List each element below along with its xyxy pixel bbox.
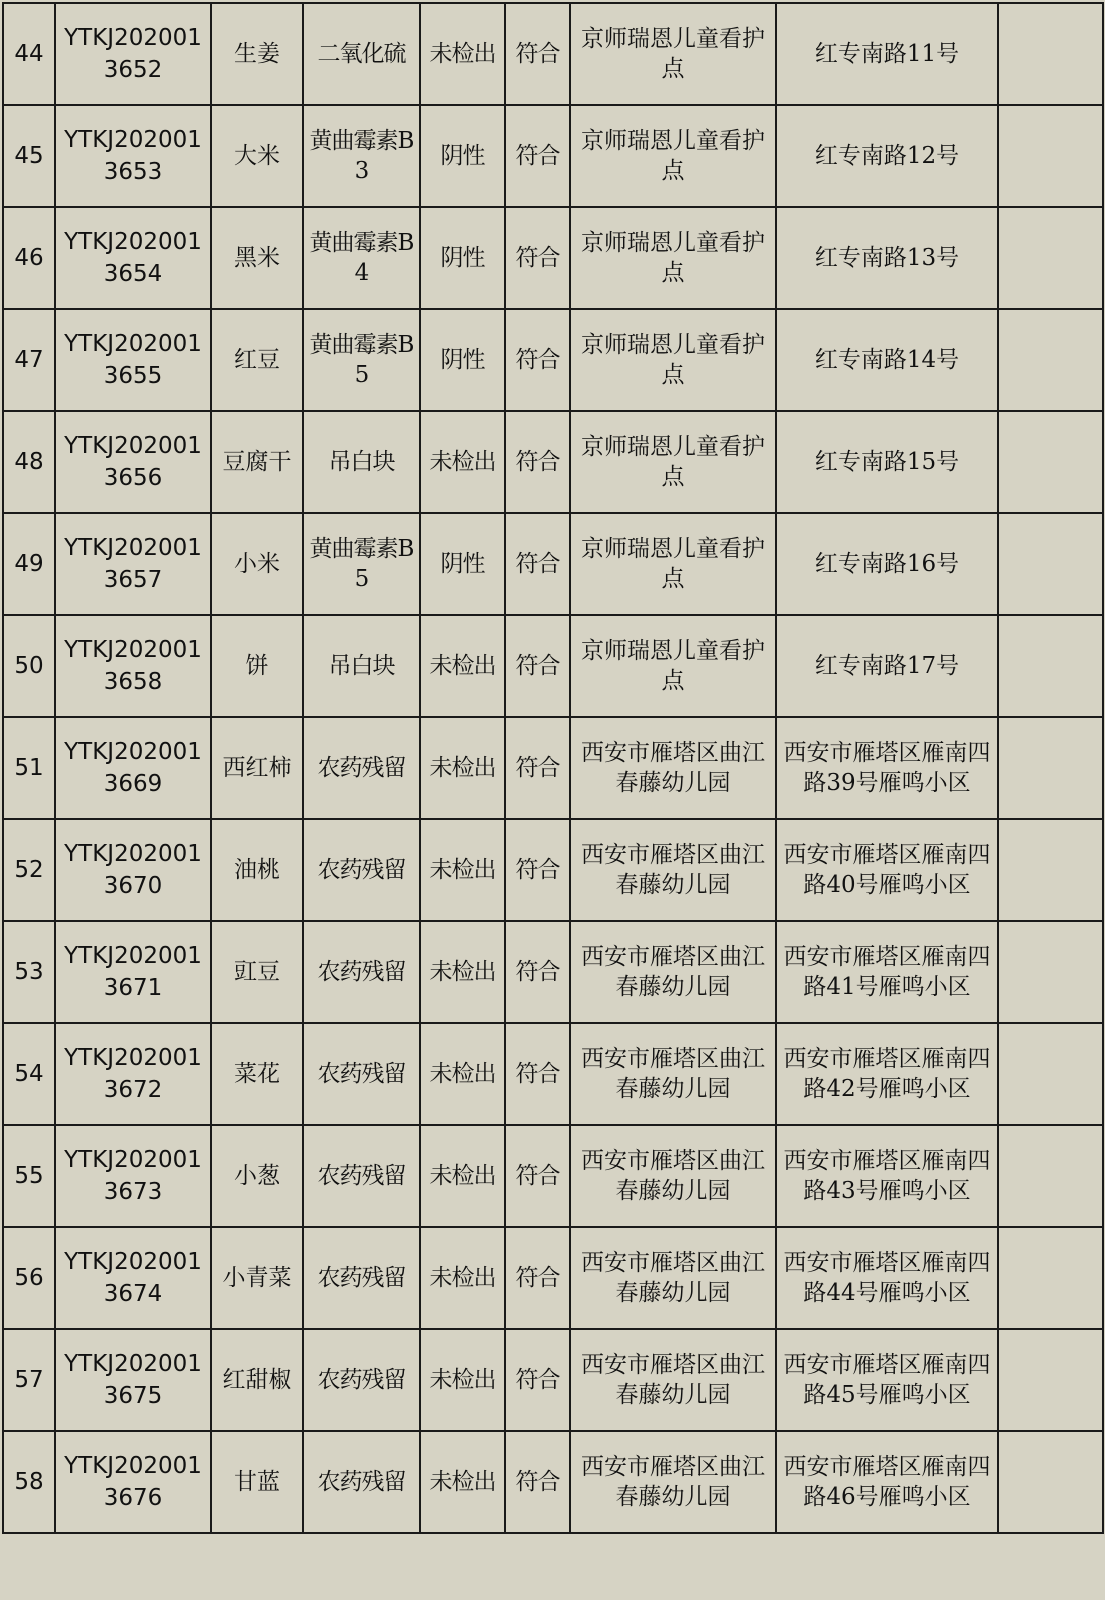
verdict-cell: 符合: [505, 309, 570, 411]
sample-name-cell: 黑米: [211, 207, 303, 309]
verdict-cell: 符合: [505, 411, 570, 513]
sampled-unit-cell: 京师瑞恩儿童看护点: [570, 207, 776, 309]
test-result-cell: 未检出: [420, 3, 505, 105]
verdict-cell: 符合: [505, 615, 570, 717]
sample-name-cell: 菜花: [211, 1023, 303, 1125]
test-result-cell: 未检出: [420, 921, 505, 1023]
test-result-cell: 未检出: [420, 717, 505, 819]
test-result-cell: 未检出: [420, 615, 505, 717]
sample-code-cell: YTKJ2020013672: [55, 1023, 211, 1125]
remark-cell: [998, 615, 1103, 717]
sample-name-cell: 红豆: [211, 309, 303, 411]
test-result-cell: 未检出: [420, 1329, 505, 1431]
remark-cell: [998, 1329, 1103, 1431]
remark-cell: [998, 309, 1103, 411]
row-number-cell: 47: [3, 309, 55, 411]
test-item-cell: 农药残留: [303, 819, 420, 921]
sampled-unit-cell: 西安市雁塔区曲江春藤幼儿园: [570, 921, 776, 1023]
sampled-unit-cell: 京师瑞恩儿童看护点: [570, 309, 776, 411]
sample-name-cell: 小青菜: [211, 1227, 303, 1329]
row-number-cell: 48: [3, 411, 55, 513]
sample-code-cell: YTKJ2020013652: [55, 3, 211, 105]
table-row: [3, 717, 1103, 819]
table-row: [3, 921, 1103, 1023]
test-item-cell: 农药残留: [303, 921, 420, 1023]
verdict-cell: 符合: [505, 513, 570, 615]
verdict-cell: 符合: [505, 207, 570, 309]
sample-code-cell: YTKJ2020013658: [55, 615, 211, 717]
sample-name-cell: 豆腐干: [211, 411, 303, 513]
test-result-cell: 未检出: [420, 1431, 505, 1533]
table-row: [3, 207, 1103, 309]
row-number-cell: 49: [3, 513, 55, 615]
row-number-cell: 55: [3, 1125, 55, 1227]
unit-address-cell: 西安市雁塔区雁南四路45号雁鸣小区: [776, 1329, 998, 1431]
test-result-cell: 阴性: [420, 309, 505, 411]
row-number-cell: 46: [3, 207, 55, 309]
unit-address-cell: 西安市雁塔区雁南四路40号雁鸣小区: [776, 819, 998, 921]
test-item-cell: 农药残留: [303, 1329, 420, 1431]
test-item-cell: 黄曲霉素B5: [303, 309, 420, 411]
unit-address-cell: 西安市雁塔区雁南四路42号雁鸣小区: [776, 1023, 998, 1125]
remark-cell: [998, 921, 1103, 1023]
remark-cell: [998, 105, 1103, 207]
sample-name-cell: 红甜椒: [211, 1329, 303, 1431]
row-number-cell: 57: [3, 1329, 55, 1431]
unit-address-cell: 西安市雁塔区雁南四路46号雁鸣小区: [776, 1431, 998, 1533]
table-row: [3, 1125, 1103, 1227]
unit-address-cell: 西安市雁塔区雁南四路44号雁鸣小区: [776, 1227, 998, 1329]
sample-code-cell: YTKJ2020013670: [55, 819, 211, 921]
test-result-cell: 阴性: [420, 207, 505, 309]
sample-name-cell: 饼: [211, 615, 303, 717]
row-number-cell: 45: [3, 105, 55, 207]
test-item-cell: 黄曲霉素B4: [303, 207, 420, 309]
test-item-cell: 黄曲霉素B3: [303, 105, 420, 207]
test-result-cell: 未检出: [420, 1125, 505, 1227]
row-number-cell: 53: [3, 921, 55, 1023]
table-row: [3, 615, 1103, 717]
test-result-cell: 阴性: [420, 105, 505, 207]
verdict-cell: 符合: [505, 717, 570, 819]
sample-code-cell: YTKJ2020013676: [55, 1431, 211, 1533]
remark-cell: [998, 717, 1103, 819]
unit-address-cell: 红专南路14号: [776, 309, 998, 411]
sampled-unit-cell: 西安市雁塔区曲江春藤幼儿园: [570, 1431, 776, 1533]
test-item-cell: 吊白块: [303, 615, 420, 717]
test-item-cell: 黄曲霉素B5: [303, 513, 420, 615]
sample-name-cell: 大米: [211, 105, 303, 207]
sample-code-cell: YTKJ2020013657: [55, 513, 211, 615]
remark-cell: [998, 1227, 1103, 1329]
row-number-cell: 50: [3, 615, 55, 717]
row-number-cell: 44: [3, 3, 55, 105]
table-row: [3, 513, 1103, 615]
test-item-cell: 吊白块: [303, 411, 420, 513]
table-row: [3, 309, 1103, 411]
row-number-cell: 51: [3, 717, 55, 819]
table-row: [3, 411, 1103, 513]
sample-name-cell: 甘蓝: [211, 1431, 303, 1533]
test-item-cell: 农药残留: [303, 1125, 420, 1227]
row-number-cell: 56: [3, 1227, 55, 1329]
sampled-unit-cell: 京师瑞恩儿童看护点: [570, 105, 776, 207]
sample-name-cell: 西红柿: [211, 717, 303, 819]
table-row: [3, 105, 1103, 207]
test-result-cell: 未检出: [420, 1227, 505, 1329]
unit-address-cell: 红专南路12号: [776, 105, 998, 207]
sample-name-cell: 豇豆: [211, 921, 303, 1023]
sampled-unit-cell: 西安市雁塔区曲江春藤幼儿园: [570, 1329, 776, 1431]
remark-cell: [998, 207, 1103, 309]
unit-address-cell: 西安市雁塔区雁南四路43号雁鸣小区: [776, 1125, 998, 1227]
verdict-cell: 符合: [505, 819, 570, 921]
unit-address-cell: 红专南路13号: [776, 207, 998, 309]
remark-cell: [998, 819, 1103, 921]
table-row: [3, 1227, 1103, 1329]
unit-address-cell: 西安市雁塔区雁南四路39号雁鸣小区: [776, 717, 998, 819]
sample-code-cell: YTKJ2020013655: [55, 309, 211, 411]
sampled-unit-cell: 西安市雁塔区曲江春藤幼儿园: [570, 819, 776, 921]
table-row: [3, 3, 1103, 105]
row-number-cell: 52: [3, 819, 55, 921]
verdict-cell: 符合: [505, 1023, 570, 1125]
sampled-unit-cell: 京师瑞恩儿童看护点: [570, 411, 776, 513]
sample-code-cell: YTKJ2020013653: [55, 105, 211, 207]
remark-cell: [998, 1431, 1103, 1533]
sampled-unit-cell: 西安市雁塔区曲江春藤幼儿园: [570, 1227, 776, 1329]
test-result-cell: 未检出: [420, 411, 505, 513]
unit-address-cell: 红专南路16号: [776, 513, 998, 615]
sampled-unit-cell: 西安市雁塔区曲江春藤幼儿园: [570, 717, 776, 819]
remark-cell: [998, 411, 1103, 513]
sampled-unit-cell: 京师瑞恩儿童看护点: [570, 3, 776, 105]
test-result-cell: 阴性: [420, 513, 505, 615]
verdict-cell: 符合: [505, 921, 570, 1023]
sampled-unit-cell: 西安市雁塔区曲江春藤幼儿园: [570, 1023, 776, 1125]
unit-address-cell: 西安市雁塔区雁南四路41号雁鸣小区: [776, 921, 998, 1023]
sample-code-cell: YTKJ2020013675: [55, 1329, 211, 1431]
sample-code-cell: YTKJ2020013656: [55, 411, 211, 513]
sampled-unit-cell: 西安市雁塔区曲江春藤幼儿园: [570, 1125, 776, 1227]
unit-address-cell: 红专南路17号: [776, 615, 998, 717]
verdict-cell: 符合: [505, 1329, 570, 1431]
remark-cell: [998, 1125, 1103, 1227]
sample-name-cell: 小米: [211, 513, 303, 615]
sampled-unit-cell: 京师瑞恩儿童看护点: [570, 513, 776, 615]
remark-cell: [998, 513, 1103, 615]
sample-name-cell: 生姜: [211, 3, 303, 105]
sample-code-cell: YTKJ2020013654: [55, 207, 211, 309]
row-number-cell: 58: [3, 1431, 55, 1533]
table-row: [3, 1329, 1103, 1431]
verdict-cell: 符合: [505, 1431, 570, 1533]
verdict-cell: 符合: [505, 1227, 570, 1329]
sample-name-cell: 油桃: [211, 819, 303, 921]
unit-address-cell: 红专南路15号: [776, 411, 998, 513]
test-item-cell: 农药残留: [303, 717, 420, 819]
sample-code-cell: YTKJ2020013674: [55, 1227, 211, 1329]
remark-cell: [998, 1023, 1103, 1125]
table-body: [3, 3, 1103, 1533]
test-result-cell: 未检出: [420, 1023, 505, 1125]
sample-code-cell: YTKJ2020013673: [55, 1125, 211, 1227]
test-item-cell: 农药残留: [303, 1023, 420, 1125]
test-item-cell: 农药残留: [303, 1431, 420, 1533]
verdict-cell: 符合: [505, 105, 570, 207]
test-result-cell: 未检出: [420, 819, 505, 921]
sample-code-cell: YTKJ2020013671: [55, 921, 211, 1023]
verdict-cell: 符合: [505, 1125, 570, 1227]
verdict-cell: 符合: [505, 3, 570, 105]
test-item-cell: 二氧化硫: [303, 3, 420, 105]
sampled-unit-cell: 京师瑞恩儿童看护点: [570, 615, 776, 717]
inspection-results-table: [2, 2, 1104, 1534]
table-row: [3, 1431, 1103, 1533]
table-row: [3, 819, 1103, 921]
unit-address-cell: 红专南路11号: [776, 3, 998, 105]
sample-name-cell: 小葱: [211, 1125, 303, 1227]
remark-cell: [998, 3, 1103, 105]
sample-code-cell: YTKJ2020013669: [55, 717, 211, 819]
row-number-cell: 54: [3, 1023, 55, 1125]
test-item-cell: 农药残留: [303, 1227, 420, 1329]
table-row: [3, 1023, 1103, 1125]
